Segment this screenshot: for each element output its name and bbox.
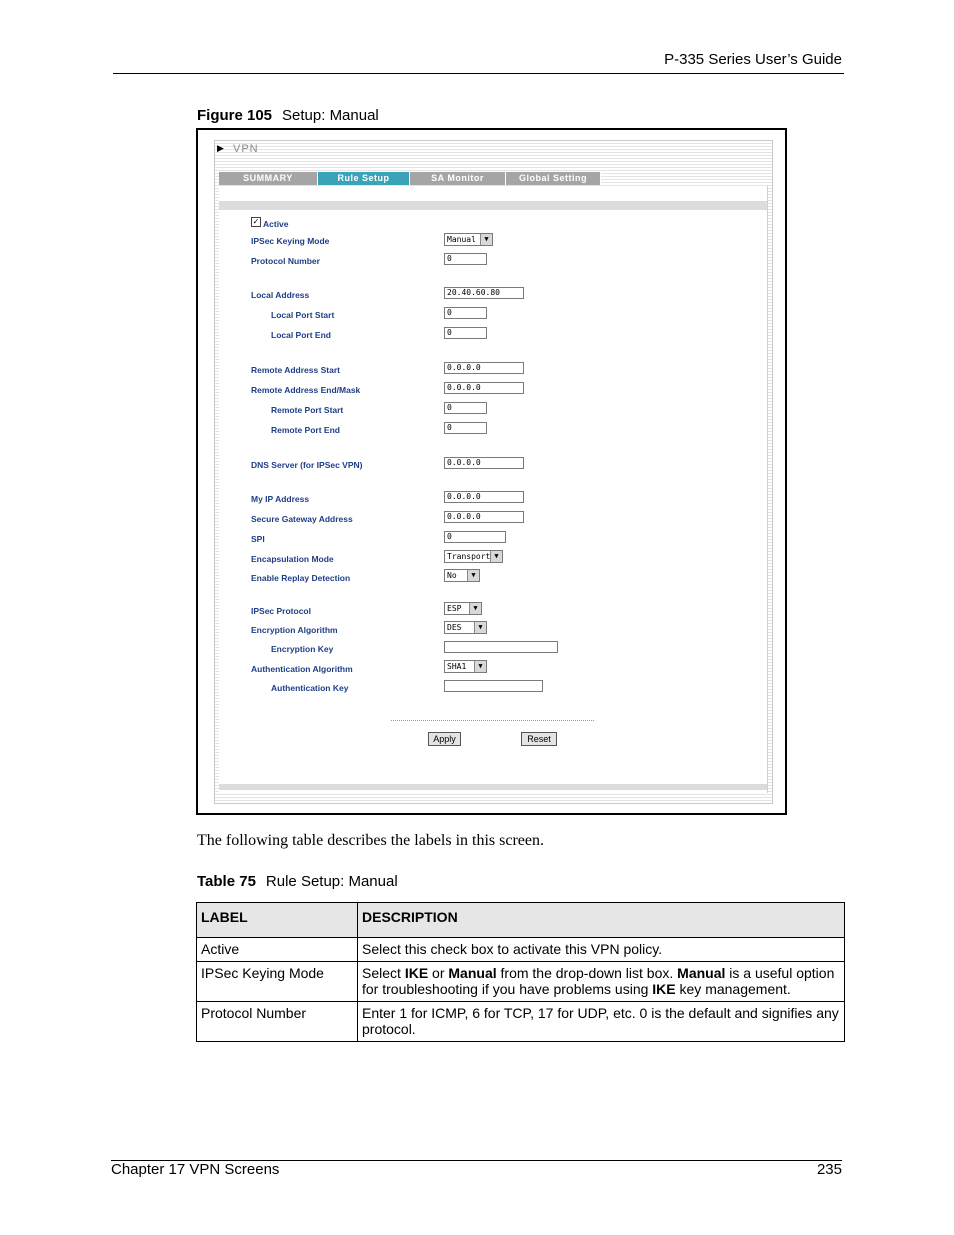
footer-page-number: 235	[816, 1161, 842, 1178]
table-title: Rule Setup: Manual	[265, 873, 398, 890]
replay-detection-value: No	[447, 571, 457, 580]
figure-number: Figure 105	[197, 107, 273, 124]
table-caption	[197, 873, 398, 890]
intro-paragraph: The following table describes the labels in this screen.	[197, 832, 545, 849]
running-header: P-335 Series User’s Guide	[664, 51, 842, 68]
encryption-key-input[interactable]	[444, 641, 558, 653]
remote-port-start-input[interactable]: 0	[444, 402, 487, 414]
desc-text: key management.	[675, 981, 791, 997]
footer-chapter: Chapter 17 VPN Screens	[111, 1161, 280, 1178]
secure-gateway-input[interactable]: 0.0.0.0	[444, 511, 524, 523]
row-label: IPSec Keying Mode	[197, 962, 358, 1002]
ipsec-protocol-label: IPSec Protocol	[251, 606, 311, 616]
active-label: Active	[263, 219, 289, 229]
desc-bold: IKE	[652, 981, 676, 997]
encryption-key-label: Encryption Key	[271, 644, 334, 654]
table-number: Table 75	[197, 873, 256, 890]
local-address-label: Local Address	[251, 290, 310, 300]
desc-bold: IKE	[404, 965, 429, 981]
authentication-algorithm-select[interactable]	[444, 660, 487, 673]
desc-text: is a useful option for troubleshooting if you have problems using	[362, 965, 835, 997]
encryption-algorithm-select[interactable]	[444, 621, 487, 634]
desc-text: or	[428, 965, 449, 981]
ipsec-keying-mode-select[interactable]	[444, 233, 493, 246]
row-label: Protocol Number	[197, 1002, 358, 1042]
ipsec-keying-mode-label: IPSec Keying Mode	[251, 236, 330, 246]
local-port-start-input[interactable]: 0	[444, 307, 487, 319]
encapsulation-mode-select[interactable]	[444, 550, 503, 563]
table-row	[197, 938, 845, 962]
ipsec-protocol-value: ESP	[447, 604, 462, 613]
ipsec-protocol-select[interactable]	[444, 602, 482, 615]
dns-server-label: DNS Server (for IPSec VPN)	[251, 460, 363, 470]
column-header-label: LABEL	[197, 903, 358, 938]
desc-bold: Manual	[448, 965, 497, 981]
replay-detection-label: Enable Replay Detection	[251, 573, 351, 583]
chevron-down-icon: ▼	[474, 661, 486, 672]
authentication-algorithm-value: SHA1	[447, 662, 467, 671]
local-port-end-input[interactable]: 0	[444, 327, 487, 339]
protocol-number-input[interactable]: 0	[444, 253, 487, 265]
figure-caption	[197, 107, 379, 124]
desc-text: from the drop-down list box.	[496, 965, 678, 981]
encryption-algorithm-label: Encryption Algorithm	[251, 625, 338, 635]
section-bar	[215, 141, 772, 159]
header-rule	[113, 73, 844, 74]
tab-rule-setup[interactable]: Rule Setup	[318, 172, 410, 185]
panel-band	[219, 201, 767, 210]
authentication-key-input[interactable]	[444, 680, 543, 692]
secure-gateway-label: Secure Gateway Address	[251, 514, 353, 524]
tab-global-setting[interactable]: Global Setting	[506, 172, 601, 185]
remote-address-end-label: Remote Address End/Mask	[251, 385, 361, 395]
chevron-down-icon: ▼	[480, 234, 492, 245]
active-checkbox[interactable]: ✓	[252, 217, 260, 226]
protocol-number-label: Protocol Number	[251, 256, 320, 266]
row-description: Enter 1 for ICMP, 6 for TCP, 17 for UDP, etc. 0 is the default and signifies any protocol.	[358, 1002, 845, 1042]
row-description	[358, 962, 845, 1002]
my-ip-input[interactable]: 0.0.0.0	[444, 491, 524, 503]
row-label: Active	[197, 938, 358, 962]
replay-detection-select[interactable]	[444, 569, 480, 582]
ipsec-keying-mode-value: Manual	[447, 235, 476, 244]
button-divider	[391, 720, 594, 721]
figure-title: Setup: Manual	[282, 107, 379, 124]
authentication-algorithm-label: Authentication Algorithm	[251, 664, 353, 674]
remote-port-end-label: Remote Port End	[271, 425, 340, 435]
table-row	[197, 1002, 845, 1042]
panel-bottom-band	[219, 784, 767, 790]
remote-address-end-input[interactable]: 0.0.0.0	[444, 382, 524, 394]
screenshot-frame	[196, 128, 787, 815]
table-row	[197, 962, 845, 1002]
section-title: VPN	[233, 143, 259, 155]
remote-port-end-input[interactable]: 0	[444, 422, 487, 434]
encapsulation-mode-label: Encapsulation Mode	[251, 554, 334, 564]
local-address-input[interactable]: 20.40.60.80	[444, 287, 524, 299]
local-port-end-label: Local Port End	[271, 330, 331, 340]
my-ip-label: My IP Address	[251, 494, 310, 504]
tab-bar	[219, 172, 601, 186]
authentication-key-label: Authentication Key	[271, 683, 349, 693]
tab-summary[interactable]: SUMMARY	[219, 172, 318, 185]
vpn-window	[214, 140, 773, 804]
spi-label: SPI	[251, 534, 265, 544]
encapsulation-mode-value: Transport	[447, 552, 491, 561]
local-port-start-label: Local Port Start	[271, 310, 335, 320]
chevron-down-icon: ▼	[469, 603, 481, 614]
rule-setup-panel	[219, 186, 768, 793]
section-arrow-icon: ▶	[217, 143, 224, 153]
dns-server-input[interactable]: 0.0.0.0	[444, 457, 524, 469]
remote-port-start-label: Remote Port Start	[271, 405, 344, 415]
remote-address-start-input[interactable]: 0.0.0.0	[444, 362, 524, 374]
desc-bold: Manual	[677, 965, 726, 981]
apply-button[interactable]: Apply	[428, 732, 461, 746]
chevron-down-icon: ▼	[467, 570, 479, 581]
tab-sa-monitor[interactable]: SA Monitor	[410, 172, 506, 185]
encryption-algorithm-value: DES	[447, 623, 462, 632]
column-header-description: DESCRIPTION	[358, 903, 845, 938]
chevron-down-icon: ▼	[490, 551, 502, 562]
chevron-down-icon: ▼	[474, 622, 486, 633]
label-description-table	[196, 902, 845, 1042]
remote-address-start-label: Remote Address Start	[251, 365, 340, 375]
table-header-row	[197, 903, 845, 938]
desc-text: Select	[362, 965, 405, 981]
spi-input[interactable]: 0	[444, 531, 506, 543]
row-description: Select this check box to activate this VPN policy.	[358, 938, 845, 962]
reset-button[interactable]: Reset	[521, 732, 557, 746]
